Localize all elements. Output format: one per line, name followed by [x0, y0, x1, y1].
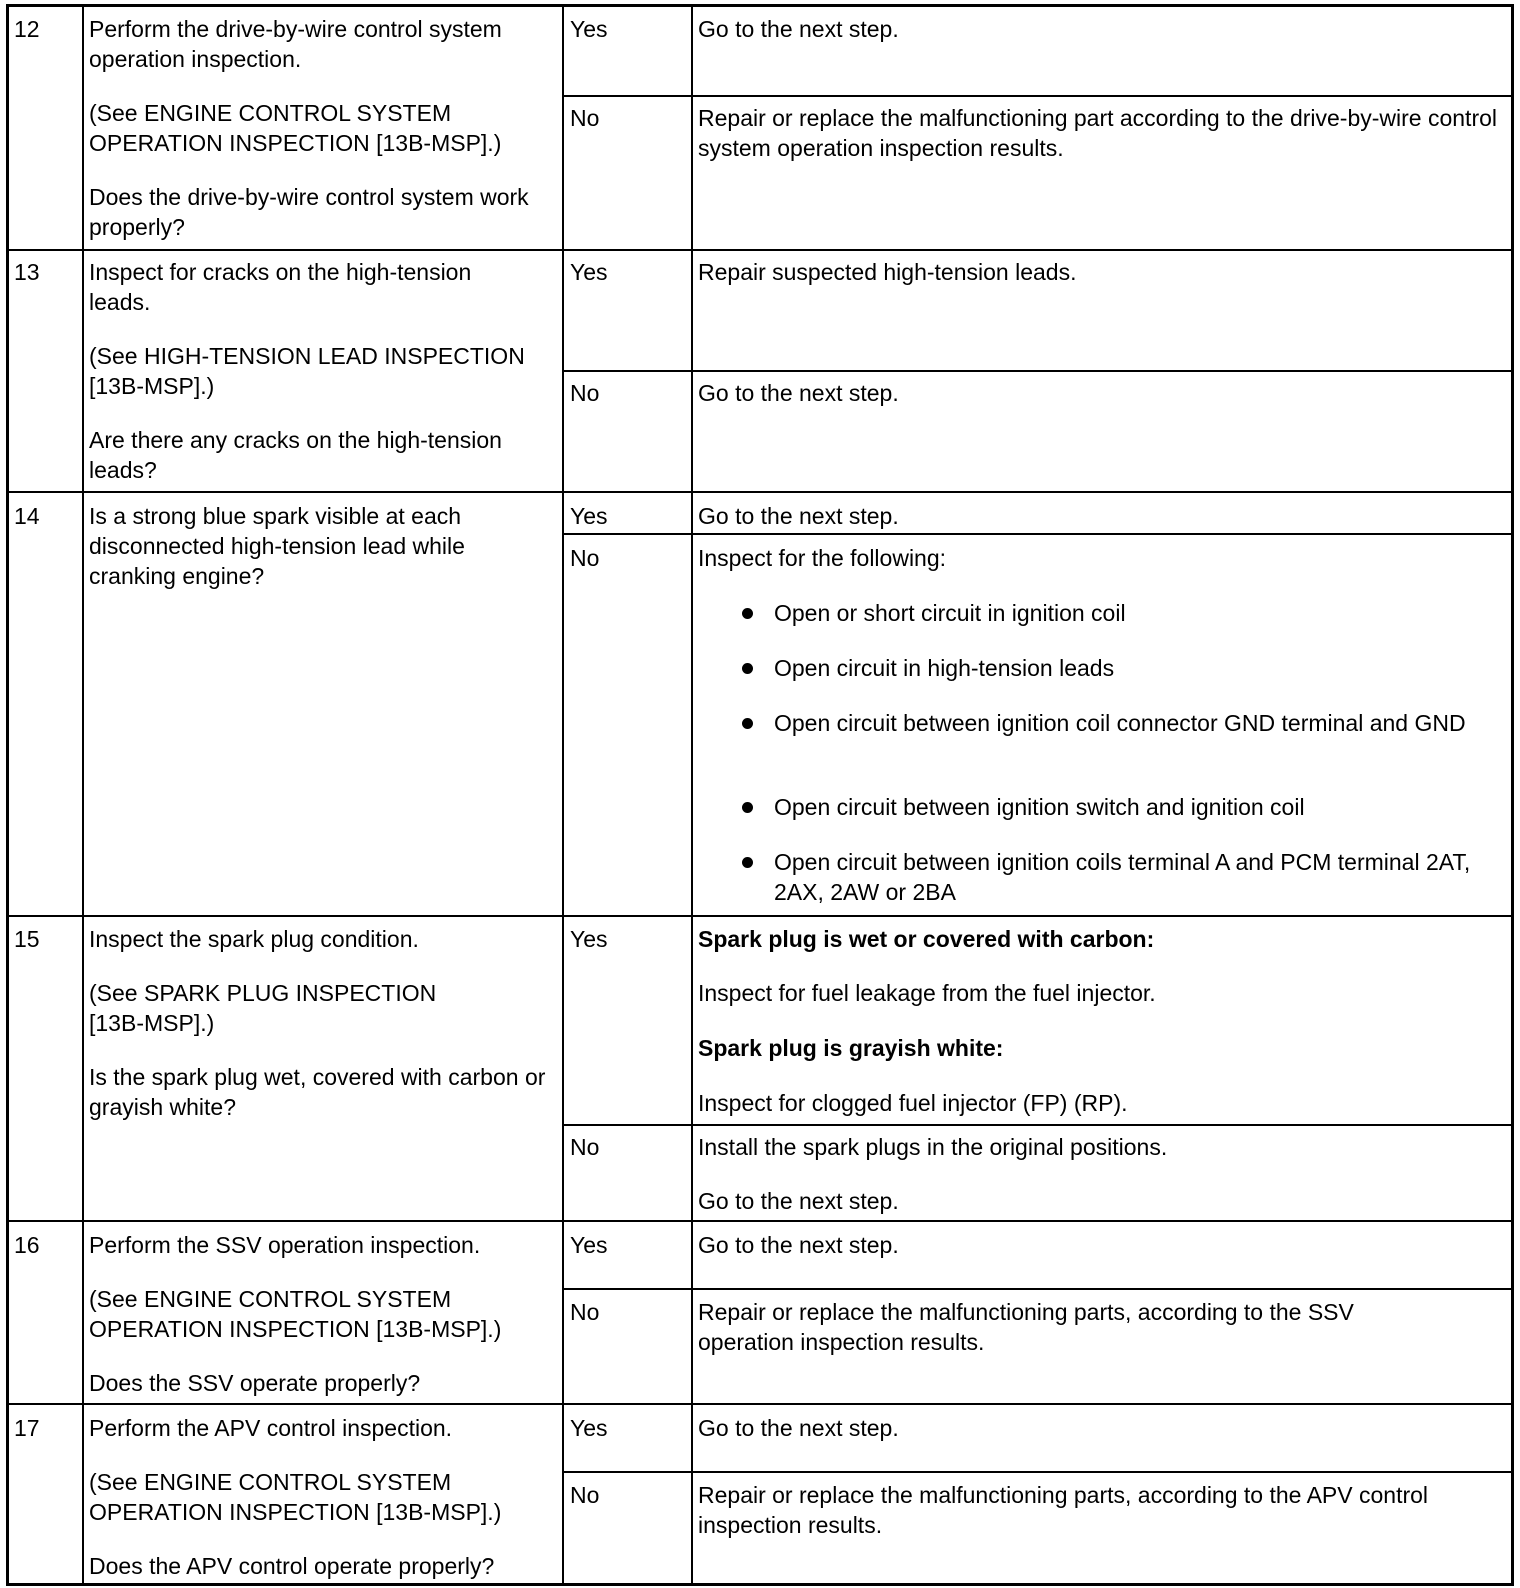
no-action: Go to the next step. [698, 1188, 899, 1214]
step-instruction: Inspect for cracks on the high-tension leads. [89, 259, 472, 315]
row-divider [6, 491, 1514, 493]
list-item: Open circuit between ignition switch and ignition coil [774, 794, 1305, 820]
step-number: 13 [14, 259, 40, 285]
step-reference: (See ENGINE CONTROL SYSTEM OPERATION INSPECTION [13B-MSP].) [89, 1286, 502, 1342]
no-label: No [570, 380, 600, 406]
no-label: No [570, 1482, 600, 1508]
step-question: Does the drive-by-wire control system work properly? [89, 184, 529, 240]
yes-action: Inspect for clogged fuel injector (FP) (RP). [698, 1090, 1128, 1116]
bullet-icon [742, 857, 753, 868]
step-question: Does the SSV operate properly? [89, 1370, 421, 1396]
step-instruction: Perform the SSV operation inspection. [89, 1232, 481, 1258]
step-number: 14 [14, 503, 40, 529]
yes-no-divider [562, 95, 1514, 97]
yes-no-divider [562, 1124, 1514, 1126]
row-divider [6, 1403, 1514, 1405]
step-instruction: Inspect the spark plug condition. [89, 926, 419, 952]
yes-action: Go to the next step. [698, 16, 899, 42]
no-action: Install the spark plugs in the original positions. [698, 1134, 1168, 1160]
list-item: Open circuit between ignition coil connector GND terminal and GND [774, 710, 1466, 736]
no-action: Repair or replace the malfunctioning part according to the drive-by-wire control system operation inspection results. [698, 105, 1498, 161]
yes-label: Yes [570, 503, 608, 529]
step-number: 16 [14, 1232, 40, 1258]
yes-label: Yes [570, 1232, 608, 1258]
bullet-icon [742, 608, 753, 619]
row-divider [6, 1220, 1514, 1222]
no-action: Go to the next step. [698, 380, 899, 406]
no-label: No [570, 1134, 600, 1160]
step-question: Is a strong blue spark visible at each disconnected high-tension lead while cranking engine? [89, 503, 465, 589]
column-divider [562, 4, 564, 1586]
yes-action: Inspect for fuel leakage from the fuel injector. [698, 980, 1156, 1006]
column-divider [691, 4, 693, 1586]
bullet-icon [742, 663, 753, 674]
list-item: Open or short circuit in ignition coil [774, 600, 1126, 626]
bullet-icon [742, 802, 753, 813]
step-question: Does the APV control operate properly? [89, 1553, 495, 1579]
list-item: Open circuit in high-tension leads [774, 655, 1115, 681]
step-question: Are there any cracks on the high-tension leads? [89, 427, 502, 483]
yes-action: Go to the next step. [698, 503, 899, 529]
yes-label: Yes [570, 1415, 608, 1441]
no-action: Repair or replace the malfunctioning parts, according to the SSV operation inspection results. [698, 1299, 1354, 1355]
step-reference: (See HIGH-TENSION LEAD INSPECTION [13B-MSP].) [89, 343, 525, 399]
step-reference: (See ENGINE CONTROL SYSTEM OPERATION INSPECTION [13B-MSP].) [89, 100, 502, 156]
step-instruction: Perform the APV control inspection. [89, 1415, 453, 1441]
yes-no-divider [562, 370, 1514, 372]
no-action: Repair or replace the malfunctioning parts, according to the APV control inspection results. [698, 1482, 1429, 1538]
step-number: 15 [14, 926, 40, 952]
condition-heading: Spark plug is grayish white: [698, 1035, 1004, 1061]
yes-action: Go to the next step. [698, 1415, 899, 1441]
step-number: 17 [14, 1415, 40, 1441]
list-item: Open circuit between ignition coils terminal A and PCM terminal 2AT, 2AX, 2AW or 2BA [774, 849, 1471, 905]
step-reference: (See SPARK PLUG INSPECTION [13B-MSP].) [89, 980, 437, 1036]
no-label: No [570, 1299, 600, 1325]
no-label: No [570, 105, 600, 131]
bullet-icon [742, 718, 753, 729]
row-divider [6, 249, 1514, 251]
step-question: Is the spark plug wet, covered with carbon or grayish white? [89, 1064, 546, 1120]
condition-heading: Spark plug is wet or covered with carbon: [698, 926, 1155, 952]
yes-label: Yes [570, 16, 608, 42]
yes-action: Repair suspected high-tension leads. [698, 259, 1077, 285]
step-reference: (See ENGINE CONTROL SYSTEM OPERATION INSPECTION [13B-MSP].) [89, 1469, 502, 1525]
step-instruction: Perform the drive-by-wire control system operation inspection. [89, 16, 502, 72]
yes-label: Yes [570, 259, 608, 285]
yes-no-divider [562, 1471, 1514, 1473]
yes-label: Yes [570, 926, 608, 952]
no-label: No [570, 545, 600, 571]
no-action: Inspect for the following: [698, 545, 947, 571]
yes-no-divider [562, 533, 1514, 535]
step-number: 12 [14, 16, 40, 42]
yes-no-divider [562, 1288, 1514, 1290]
yes-action: Go to the next step. [698, 1232, 899, 1258]
column-divider [82, 4, 84, 1586]
row-divider [6, 915, 1514, 917]
